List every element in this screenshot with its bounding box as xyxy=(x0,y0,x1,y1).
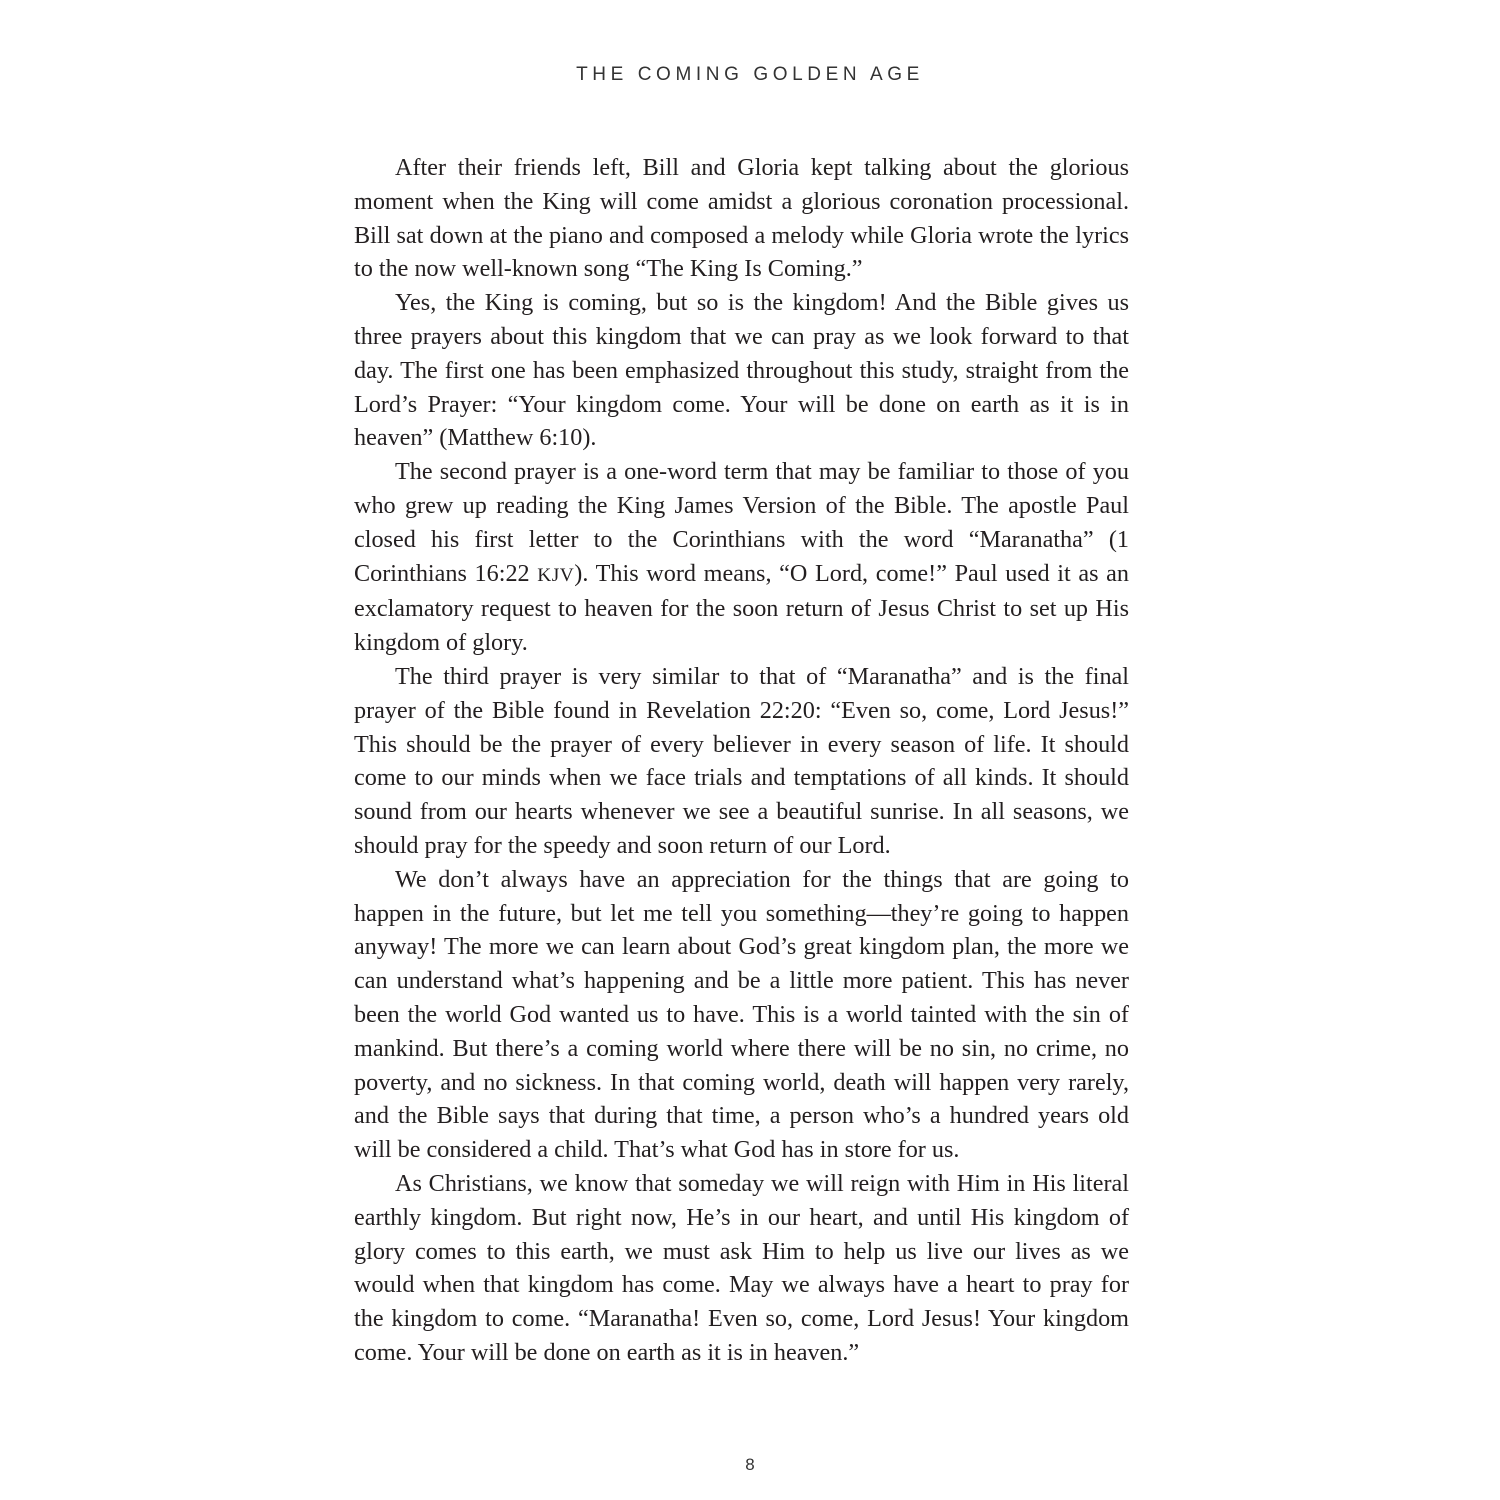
body-text xyxy=(354,151,1129,1370)
paragraph-5: We don’t always have an appreciation for the things that are going to happen in the future, but let me tell you something—they’re going to happen anyway! The more we can learn about God’s great kingdom plan, the more we can understand what’s happening and be a little more patient. This has never been the world God wanted us to have. This is a world tainted with the sin of mankind. But there’s a coming world where there will be no sin, no crime, no poverty, and no sickness. In that coming world, death will happen very rarely, and the Bible says that during that time, a person who’s a hundred years old will be considered a child. That’s what God has in store for us. xyxy=(354,865,1129,1164)
running-head-title: THE COMING GOLDEN AGE xyxy=(576,64,924,85)
paragraph-2: Yes, the King is coming, but so is the kingdom! And the Bible gives us three prayers about this kingdom that we can pray as we look forward to that day. The first one has been emphasized throughout this study, straight from the Lord’s Prayer: “Your kingdom come. Your will be done on earth as it is in heaven” (Matthew 6:10). xyxy=(354,289,1129,452)
paragraph-6: As Christians, we know that someday we will reign with Him in His literal earthly kingdom. But right now, He’s in our heart, and until His kingdom of glory comes to this earth, we must ask Him to help us live our lives as we would when that kingdom has come. May we always have a heart to pray for the kingdom to come. “Maranatha! Even so, come, Lord Jesus! Your kingdom come. Your will be done on earth as it is in heaven.” xyxy=(354,1169,1129,1366)
paragraph-4: The third prayer is very similar to that of “Maranatha” and is the final prayer of the Bible found in Revelation 22:20: “Even so, come, Lord Jesus!” This should be the prayer of every believer in every season of life. It should come to our minds when we face trials and temptations of all kinds. It should sound from our hearts whenever we see a beautiful sunrise. In all seasons, we should pray for the speedy and soon return of our Lord. xyxy=(354,662,1129,859)
paragraph-3-text-after: ). This word means, “O Lord, come!” Paul used it as an exclamatory request to heaven for the soon return of Jesus Christ to set up His kingdom of glory. xyxy=(354,559,1129,657)
paragraph-3-text-before: The second prayer is a one-word term that may be familiar to those of you who grew up reading the King James Version of the Bible. The apostle Paul closed his first letter to the Corinthians with the word “Maranatha” (1 Corinthians 16:22 xyxy=(354,458,1129,587)
paragraph-3 xyxy=(354,455,1129,660)
kjv-abbreviation: KJV xyxy=(537,564,575,586)
paragraph-1: After their friends left, Bill and Gloria kept talking about the glorious moment when the King will come amidst a glorious coronation processional. Bill sat down at the piano and composed a melody while Gloria wrote the lyrics to the now well-known song “The King Is Coming.” xyxy=(354,154,1129,283)
page-number: 8 xyxy=(745,1455,755,1474)
